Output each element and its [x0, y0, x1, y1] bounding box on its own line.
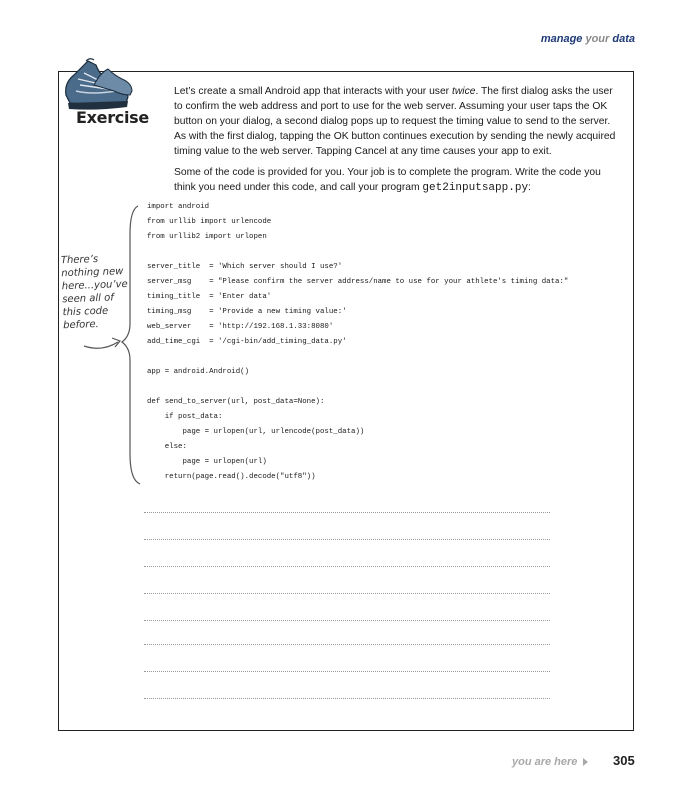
handwritten-note: There’s nothing new here...you’ve seen all of this code before. [60, 253, 128, 332]
code-line: add_time_cgi = '/cgi-bin/add_timing_data.py' [147, 338, 347, 346]
code-line: import android [147, 203, 210, 211]
answer-line[interactable] [144, 671, 550, 672]
header-word-manage: manage [540, 33, 583, 45]
answer-line[interactable] [144, 593, 550, 594]
code-line: else: [147, 443, 187, 451]
code-line: from urllib2 import urlopen [147, 233, 267, 241]
program-filename: get2inputsapp.py [422, 182, 529, 194]
header-word-your: your [585, 33, 610, 45]
code-line: app = android.Android() [147, 368, 250, 376]
code-line: def send_to_server(url, post_data=None): [147, 398, 325, 406]
answer-line[interactable] [144, 566, 550, 567]
instructions-paragraph-1: Let’s create a small Android app that interacts with your user twice. The first dialog asks the user to confirm the web address and port to use for the web server. Assuming your user taps the OK button on your dialog, a second dialog pops up to request the timing value to send to the server. As with the first dialog, tapping the OK button continues execution by sending the newly acquired timing value to the web server. Tapping Cancel at any time causes your app to exit. [174, 86, 616, 157]
answer-line[interactable] [144, 512, 550, 513]
code-line: if post_data: [147, 413, 223, 421]
page-number: 305 [613, 753, 635, 768]
running-header [541, 33, 635, 45]
answer-line[interactable] [144, 644, 550, 645]
you-are-here-label: you are here [512, 756, 578, 768]
code-line: page = urlopen(url) [147, 458, 267, 466]
answer-line[interactable] [144, 539, 550, 540]
code-line: page = urlopen(url, urlencode(post_data)) [147, 428, 365, 436]
exercise-instructions [174, 84, 622, 202]
code-line: from urllib import urlencode [147, 218, 272, 226]
code-line: return(page.read().decode("utf8")) [147, 473, 316, 481]
code-line: server_title = 'Which server should I use?' [147, 263, 343, 271]
exercise-label: Exercise [76, 108, 149, 127]
answer-line[interactable] [144, 620, 550, 621]
code-line: timing_msg = 'Provide a new timing value:' [147, 308, 347, 316]
header-word-data: data [612, 33, 635, 45]
code-line: timing_title = 'Enter data' [147, 293, 272, 301]
code-listing [147, 203, 569, 481]
curved-arrow-icon [82, 330, 130, 354]
code-line: server_msg = "Please confirm the server address/name to use for your athlete's timing data:" [147, 278, 569, 286]
code-line: web_server = 'http://192.168.1.33:8080' [147, 323, 334, 331]
instructions-paragraph-2: Some of the code is provided for you. Your job is to complete the program. Write the code you think you need under this code, and call your program get2inputsapp.py: [174, 167, 601, 194]
answer-line[interactable] [144, 698, 550, 699]
triangle-right-icon [583, 758, 588, 766]
